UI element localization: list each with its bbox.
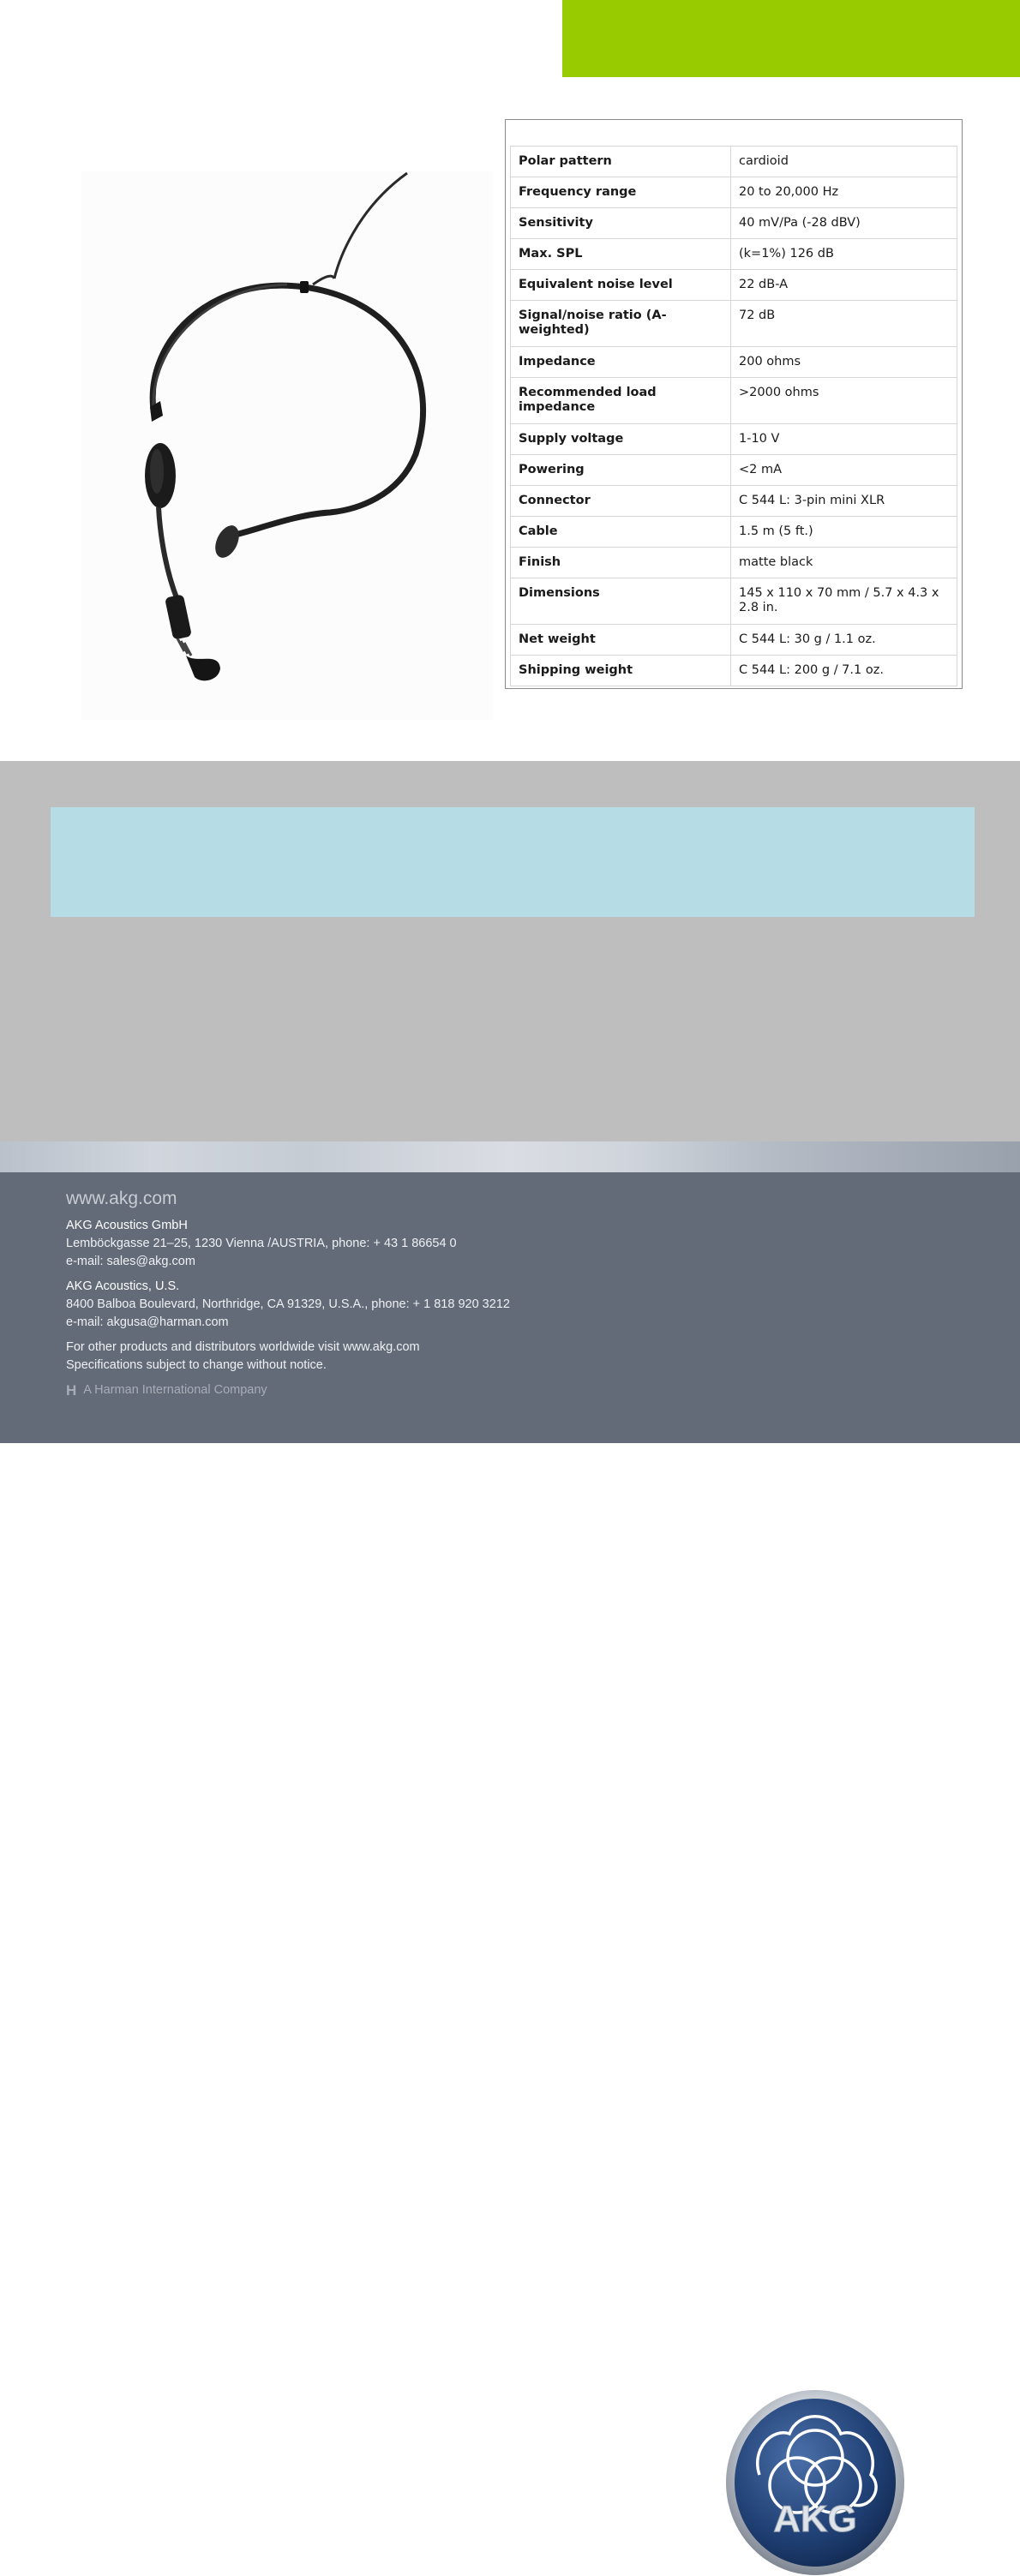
spec-value: 72 dB: [731, 301, 957, 347]
spec-value: (k=1%) 126 dB: [731, 239, 957, 270]
spec-value: 1.5 m (5 ft.): [731, 517, 957, 548]
harman-icon: H: [66, 1382, 77, 1399]
spec-row: [511, 625, 957, 656]
spec-row: [511, 424, 957, 455]
spec-label: Frequency range: [511, 177, 731, 208]
spec-label: Shipping weight: [511, 656, 731, 686]
spec-row: [511, 486, 957, 517]
spec-row: [511, 177, 957, 208]
spec-value: matte black: [731, 548, 957, 578]
spec-row: [511, 347, 957, 378]
spec-label: Impedance: [511, 347, 731, 378]
office-email[interactable]: e-mail: sales@akg.com: [66, 1255, 195, 1268]
office-email[interactable]: e-mail: akgusa@harman.com: [66, 1315, 229, 1329]
headset-microphone-photo: [81, 171, 493, 720]
spec-value: 20 to 20,000 Hz: [731, 177, 957, 208]
footer: [0, 1172, 1020, 2540]
spec-label: Dimensions: [511, 578, 731, 625]
spec-label: Powering: [511, 455, 731, 486]
spec-value: cardioid: [731, 147, 957, 177]
spec-row: [511, 656, 957, 686]
spec-label: Connector: [511, 486, 731, 517]
spec-row: [511, 147, 957, 177]
spec-label: Recommended load impedance: [511, 378, 731, 424]
spec-row: [511, 301, 957, 347]
spec-label: Cable: [511, 517, 731, 548]
spec-label: Net weight: [511, 625, 731, 656]
spec-value: >2000 ohms: [731, 378, 957, 424]
harman-line: [66, 1381, 666, 1399]
spec-label: Supply voltage: [511, 424, 731, 455]
office-us: [66, 1278, 666, 1332]
spec-row: [511, 517, 957, 548]
specifications-table: [510, 146, 957, 686]
harman-text: A Harman International Company: [83, 1383, 267, 1397]
spec-value: C 544 L: 3-pin mini XLR: [731, 486, 957, 517]
spec-row: [511, 548, 957, 578]
spec-label: Finish: [511, 548, 731, 578]
specifications-panel: [505, 119, 963, 689]
spec-row: [511, 455, 957, 486]
spec-row: [511, 239, 957, 270]
spec-value: 40 mV/Pa (-28 dBV): [731, 208, 957, 239]
office-company: AKG Acoustics GmbH: [66, 1219, 188, 1232]
blue-box: [51, 807, 975, 917]
spec-label: Sensitivity: [511, 208, 731, 239]
spec-label: Signal/noise ratio (A-weighted): [511, 301, 731, 347]
spec-value: <2 mA: [731, 455, 957, 486]
spec-value: 200 ohms: [731, 347, 957, 378]
spec-label: Equivalent noise level: [511, 270, 731, 301]
akg-logo: [725, 2389, 905, 2576]
office-address: 8400 Balboa Boulevard, Northridge, CA 91329, U.S.A., phone: + 1 818 920 3212: [66, 1297, 510, 1311]
spec-value: 145 x 110 x 70 mm / 5.7 x 4.3 x 2.8 in.: [731, 578, 957, 625]
spec-value: C 544 L: 200 g / 7.1 oz.: [731, 656, 957, 686]
spec-value: 1-10 V: [731, 424, 957, 455]
footer-notes: [66, 1339, 666, 1375]
spec-row: [511, 378, 957, 424]
website-link[interactable]: www.akg.com: [66, 1189, 177, 1208]
spec-label: Polar pattern: [511, 147, 731, 177]
spec-row: [511, 578, 957, 625]
office-company: AKG Acoustics, U.S.: [66, 1279, 180, 1293]
green-accent-bar: [562, 0, 1020, 77]
akg-logo-text: AKG: [773, 2498, 857, 2540]
footer-contact: [66, 1188, 666, 1399]
disclaimer-text: Specifications subject to change without notice.: [66, 1358, 327, 1372]
other-products-text: For other products and distributors worldwide visit www.akg.com: [66, 1340, 420, 1354]
office-address: Lemböckgasse 21–25, 1230 Vienna /AUSTRIA, phone: + 43 1 86654 0: [66, 1237, 457, 1250]
spec-value: 22 dB-A: [731, 270, 957, 301]
spec-value: C 544 L: 30 g / 1.1 oz.: [731, 625, 957, 656]
spec-row: [511, 270, 957, 301]
product-photo: [81, 171, 493, 720]
office-vienna: [66, 1217, 666, 1271]
spec-label: Max. SPL: [511, 239, 731, 270]
gradient-strip: [0, 1141, 1020, 1172]
spec-row: [511, 208, 957, 239]
